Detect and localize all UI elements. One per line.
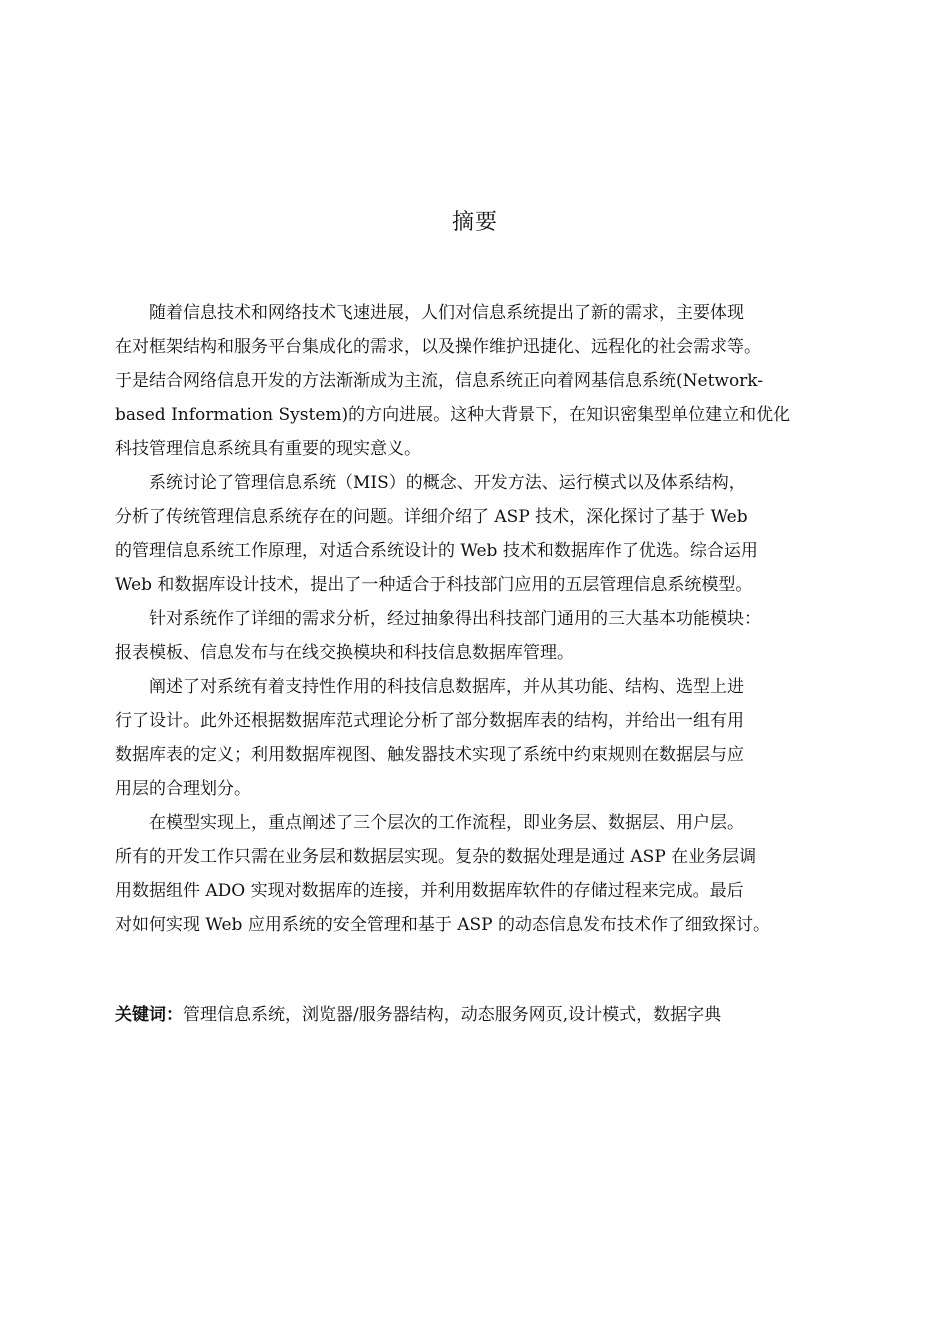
text-line: 报表模板、信息发布与在线交换模块和科技信息数据库管理。	[115, 643, 574, 663]
text-line: 分析了传统管理信息系统存在的问题。详细介绍了 ASP 技术，深化探讨了基于 Web	[115, 507, 748, 527]
text-line: 于是结合网络信息开发的方法渐渐成为主流，信息系统正向着网基信息系统(Network-	[115, 371, 764, 391]
text-line: 在模型实现上，重点阐述了三个层次的工作流程，即业务层、数据层、用户层。	[149, 813, 744, 833]
text-line: 用层的合理划分。	[115, 779, 251, 799]
page-title: 摘要	[451, 210, 498, 235]
keywords	[115, 998, 835, 1032]
text-line: 系统讨论了管理信息系统（MIS）的概念、开发方法、运行模式以及体系结构，	[149, 473, 746, 493]
text-line: Web 和数据库设计技术，提出了一种适合于科技部门应用的五层管理信息系统模型。	[115, 575, 753, 595]
text-line: 用数据组件 ADO 实现对数据库的连接，并利用数据库软件的存储过程来完成。最后	[115, 881, 744, 901]
text-line: 的管理信息系统工作原理，对适合系统设计的 Web 技术和数据库作了优选。综合运用	[115, 541, 758, 561]
text-line: 随着信息技术和网络技术飞速进展，人们对信息系统提出了新的需求，主要体现	[149, 303, 744, 323]
paragraph-3	[115, 602, 835, 670]
paragraph-2	[115, 466, 835, 602]
text-line: 数据库表的定义；利用数据库视图、触发器技术实现了系统中约束规则在数据层与应	[115, 745, 744, 765]
paragraph-1	[115, 296, 835, 466]
text-line: 行了设计。此外还根据数据库范式理论分析了部分数据库表的结构，并给出一组有用	[115, 711, 744, 731]
text-line: based Information System)的方向进展。这种大背景下，在知识密集型单位建立和优化	[115, 405, 791, 425]
text-line: 阐述了对系统有着支持性作用的科技信息数据库，并从其功能、结构、选型上进	[149, 677, 744, 697]
abstract-body	[115, 296, 835, 942]
text-line: 科技管理信息系统具有重要的现实意义。	[115, 439, 421, 459]
paragraph-4	[115, 670, 835, 806]
text-line: 在对框架结构和服务平台集成化的需求，以及操作维护迅捷化、远程化的社会需求等。	[115, 337, 761, 357]
text-line: 针对系统作了详细的需求分析，经过抽象得出科技部门通用的三大基本功能模块：	[149, 609, 761, 629]
paragraph-5	[115, 806, 835, 942]
text-line: 对如何实现 Web 应用系统的安全管理和基于 ASP 的动态信息发布技术作了细致探讨。	[115, 915, 771, 935]
keywords-label: 关键词：	[115, 1005, 183, 1025]
keywords-text: 管理信息系统，浏览器/服务器结构，动态服务网页,设计模式，数据字典	[183, 1005, 722, 1025]
text-line: 所有的开发工作只需在业务层和数据层实现。复杂的数据处理是通过 ASP 在业务层调	[115, 847, 757, 867]
